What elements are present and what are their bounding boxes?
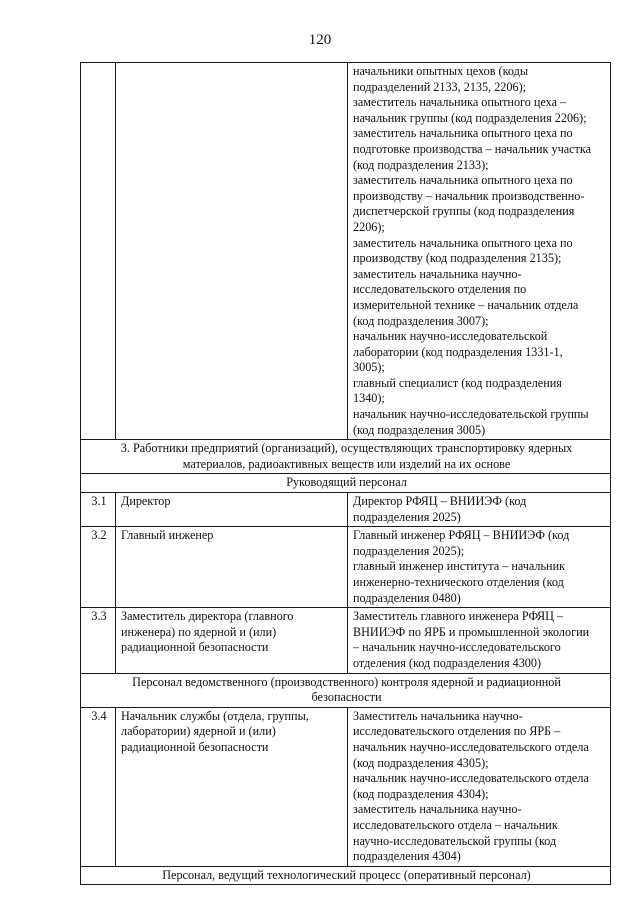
position-line: начальник группы (код подразделения 2206);: [353, 110, 587, 125]
table-row-continued: [81, 63, 611, 440]
row-title-cell: [116, 493, 348, 527]
position-line: заместитель начальника научно-: [353, 802, 522, 817]
position-line: (код подразделения 4305);: [353, 755, 489, 770]
subheading-operational: Персонал, ведущий технологический процесс (оперативный персонал): [81, 866, 611, 885]
position-line: производству (код подразделения 2135);: [353, 251, 562, 266]
position-line: заместитель начальника опытного цеха по: [353, 126, 573, 141]
page-number: 120: [308, 32, 332, 48]
position-line: диспетчерской группы (код подразделения: [353, 204, 575, 219]
position-line: заместитель начальника опытного цеха по: [353, 235, 573, 250]
row-positions-cell: [348, 527, 611, 608]
positions-table: [80, 62, 611, 885]
table-row: [81, 493, 611, 527]
title-line: Главный инженер: [121, 528, 214, 543]
position-line: подразделений 2133, 2135, 2206);: [353, 79, 527, 94]
subheading-management: Руководящий персонал: [81, 474, 611, 493]
table-row: [81, 527, 611, 608]
row-number-cell: 3.4: [81, 707, 116, 866]
position-line: Заместитель главного инженера РФЯЦ –: [353, 609, 564, 624]
position-line: главный специалист (код подразделения: [353, 375, 562, 390]
position-line: начальник научно-исследовательского отдела: [353, 739, 589, 754]
subheading-line: Персонал ведомственного (производственного) контроля ядерной и радиационной: [132, 674, 561, 689]
title-line: Начальник службы (отдела, группы,: [121, 708, 309, 723]
row-number-cell: 3.1: [81, 493, 116, 527]
position-line: подразделения 2025): [353, 509, 461, 524]
position-line: исследовательского отделения по: [353, 282, 527, 297]
title-line: лаборатории) ядерной и (или): [121, 724, 276, 739]
position-line: научно-исследовательской группы (код: [353, 833, 557, 848]
position-line: начальник научно-исследовательской: [353, 329, 548, 344]
title-line: Заместитель директора (главного: [121, 609, 294, 624]
position-line: 1340);: [353, 391, 385, 406]
row-number-cell: 3.3: [81, 608, 116, 673]
position-line: – начальник научно-исследовательского: [353, 640, 561, 655]
position-line: начальник научно-исследовательской группы: [353, 407, 589, 422]
row-number-cell: 3.2: [81, 527, 116, 608]
position-line: подразделения 0480): [353, 590, 461, 605]
row-title-cell: [116, 527, 348, 608]
title-line: Директор: [121, 494, 171, 509]
position-line: Главный инженер РФЯЦ – ВНИИЭФ (код: [353, 528, 570, 543]
position-line: исследовательского отделения по ЯРБ –: [353, 724, 561, 739]
title-line: инженера) по ядерной и (или): [121, 624, 277, 639]
subheading-row: [81, 474, 611, 493]
row-number-cell: [81, 63, 116, 440]
position-line: производству – начальник производственно-: [353, 188, 585, 203]
position-line: измерительной технике – начальник отдела: [353, 297, 579, 312]
position-line: Директор РФЯЦ – ВНИИЭФ (код: [353, 494, 527, 509]
position-line: заместитель начальника опытного цеха по: [353, 173, 573, 188]
table-row: [81, 707, 611, 866]
title-line: радиационной безопасности: [121, 640, 269, 655]
position-line: (код подразделения 3005): [353, 422, 486, 437]
row-positions-cell: [348, 63, 611, 440]
position-line: (код подразделения 4304);: [353, 786, 489, 801]
section-heading-line: материалов, радиоактивных веществ или изделий на их основе: [182, 456, 511, 471]
position-line: заместитель начальника научно-: [353, 266, 522, 281]
position-line: главный инженер института – начальник: [353, 559, 566, 574]
position-line: инженерно-технического отделения (код: [353, 575, 564, 589]
subheading-line: безопасности: [311, 690, 382, 705]
position-line: исследовательского отдела – начальник: [353, 817, 558, 832]
subheading-row: [81, 673, 611, 707]
subheading-row: [81, 866, 611, 885]
position-line: отделения (код подразделения 4300): [353, 655, 542, 670]
row-positions-cell: [348, 608, 611, 673]
position-line: подразделения 4304): [353, 849, 461, 864]
position-line: заместитель начальника опытного цеха –: [353, 95, 567, 110]
row-positions-cell: [348, 707, 611, 866]
position-line: подразделения 2025);: [353, 543, 465, 558]
position-line: начальник научно-исследовательского отдела: [353, 771, 589, 786]
table-row: [81, 608, 611, 673]
position-line: лаборатории (код подразделения 1331-1,: [353, 344, 563, 359]
position-line: ВНИИЭФ по ЯРБ и промышленной экологии: [353, 624, 590, 639]
row-title-cell: [116, 707, 348, 866]
row-positions-cell: [348, 493, 611, 527]
row-title-cell: [116, 63, 348, 440]
row-title-cell: [116, 608, 348, 673]
section-heading: [81, 440, 611, 474]
title-line: радиационной безопасности: [121, 739, 269, 754]
position-line: 3005);: [353, 360, 385, 375]
position-line: 2206);: [353, 219, 385, 234]
section-header-row: [81, 440, 611, 474]
position-line: Заместитель начальника научно-: [353, 708, 523, 723]
subheading-control: [81, 673, 611, 707]
position-line: начальники опытных цехов (коды: [353, 64, 529, 78]
position-line: (код подразделения 3007);: [353, 313, 489, 328]
position-line: подготовке производства – начальник участка: [353, 141, 592, 156]
position-line: (код подразделения 2133);: [353, 157, 489, 172]
section-heading-line: 3. Работники предприятий (организаций), осуществляющих транспортировку ядерных: [120, 441, 573, 456]
